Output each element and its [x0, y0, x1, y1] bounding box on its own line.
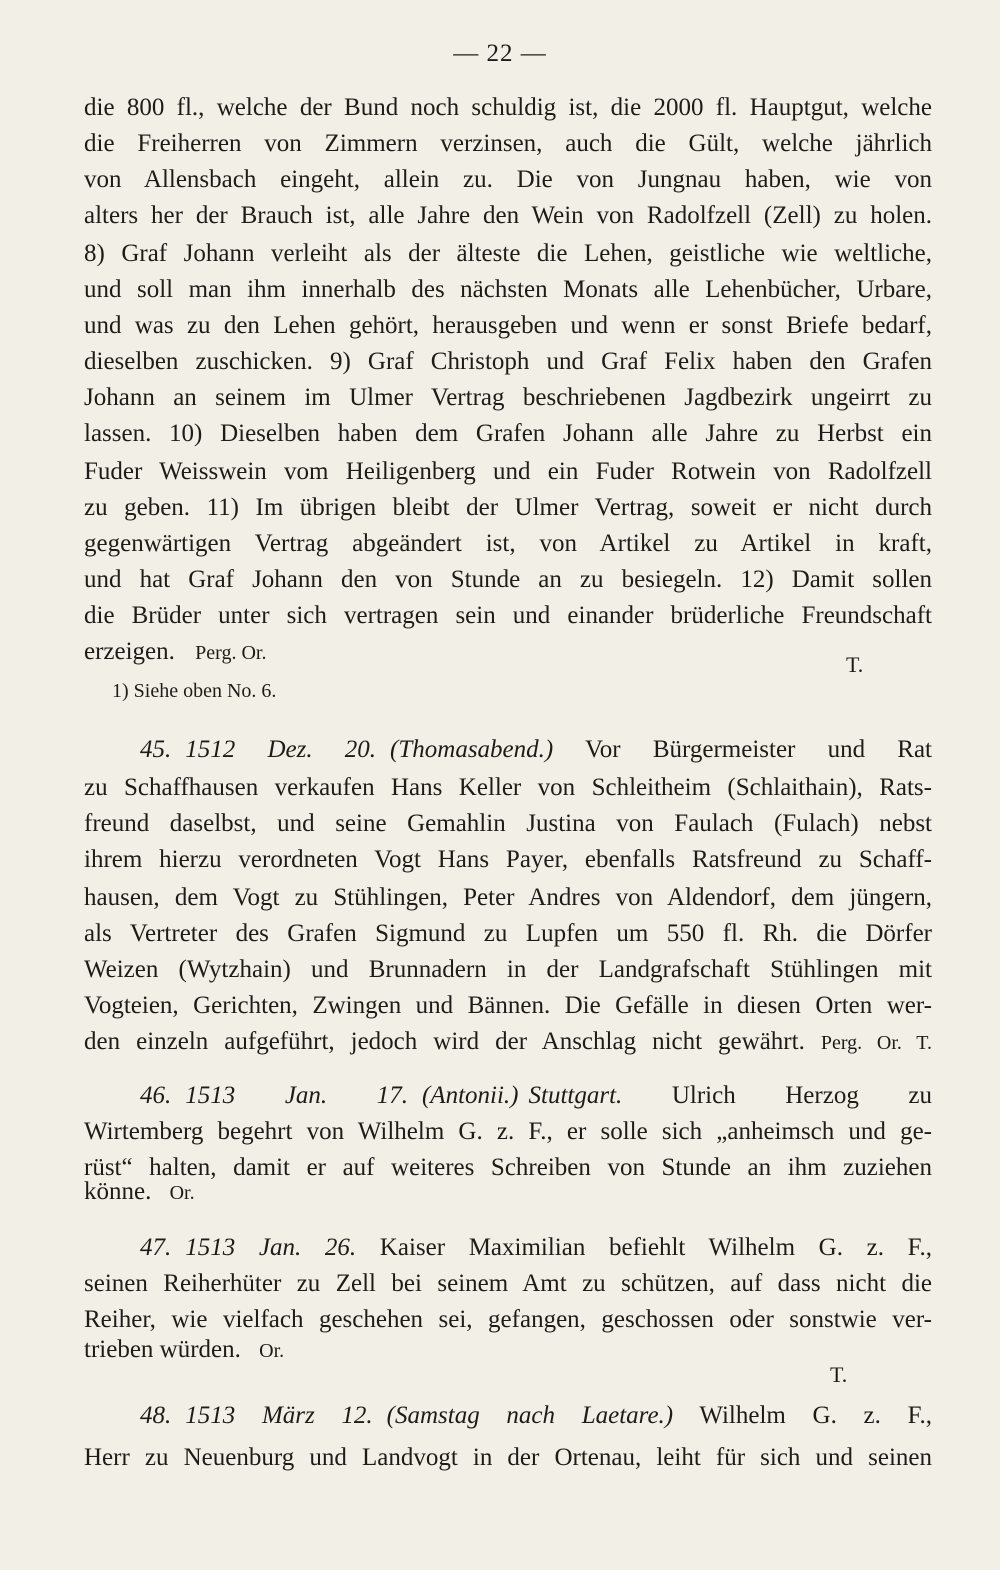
entry-heading [140, 1080, 932, 1112]
entry-feast: (Samstag nach Laetare.) [386, 1402, 674, 1429]
text-fragment: Wilhelm G. z. F., [699, 1402, 932, 1429]
entry-number: 46. [140, 1082, 172, 1109]
editor-signature: T. [830, 1362, 848, 1387]
entry-heading [140, 734, 932, 766]
entry-place: Stuttgart. [528, 1082, 623, 1109]
text-fragment: trieben würden. [84, 1336, 241, 1363]
text-line: hausen, dem Vogt zu Stühlingen, Peter Andres von Aldendorf, dem jüngern, [84, 884, 932, 911]
text-line: und hat Graf Johann den von Stunde an zu besiegeln. 12) Damit sollen [84, 566, 932, 593]
footnote: 1) Siehe oben No. 6. [112, 680, 277, 702]
text-line: die 800 fl., welche der Bund noch schuldig ist, die 2000 fl. Hauptgut, welche [84, 94, 932, 121]
text-line: seinen Reiherhüter zu Zell bei seinem Amt zu schützen, auf dass nicht die [84, 1270, 932, 1297]
text-line: freund daselbst, und seine Gemahlin Justina von Faulach (Fulach) nebst [84, 810, 932, 837]
editor-signature: T. [846, 652, 864, 677]
entry-number: 47. [140, 1234, 172, 1261]
text-line: dieselben zuschicken. 9) Graf Christoph und Graf Felix haben den Grafen [84, 348, 932, 375]
entry-date: 1513 Jan. 17. [185, 1082, 408, 1109]
text-line: Weizen (Wytzhain) und Brunnadern in der Landgrafschaft Stühlingen mit [84, 956, 932, 983]
text-line: Reiher, wie vielfach geschehen sei, gefangen, geschossen oder sonstwie ver- [84, 1306, 932, 1333]
source-note: Perg. Or. T. [820, 1032, 932, 1054]
entry-date: 1513 Jan. 26. [185, 1234, 357, 1261]
text-fragment: den einzeln aufgeführt, jedoch wird der Anschlag nicht gewährt. [84, 1028, 805, 1055]
text-line: die Freiherren von Zimmern verzinsen, auch die Gült, welche jährlich [84, 130, 932, 157]
text-line: alters her der Brauch ist, alle Jahre den Wein von Radolfzell (Zell) zu holen. [84, 202, 932, 229]
text-line: gegenwärtigen Vertrag abgeändert ist, von Artikel zu Artikel in kraft, [84, 530, 932, 557]
text-line: Fuder Weisswein vom Heiligenberg und ein Fuder Rotwein von Radolfzell [84, 458, 932, 485]
text-line: 8) Graf Johann verleiht als der älteste die Lehen, geistliche wie weltliche, [84, 240, 932, 267]
entry-feast: (Thomasabend.) [390, 736, 554, 763]
text-line: Johann an seinem im Ulmer Vertrag beschriebenen Jagdbezirk ungeirrt zu [84, 384, 932, 411]
text-fragment: Vor Bürgermeister und Rat [584, 736, 932, 763]
text-line: Herr zu Neuenburg und Landvogt in der Ortenau, leiht für sich und seinen [84, 1444, 932, 1471]
text-line [84, 1026, 932, 1059]
text-line: Wirtemberg begehrt von Wilhelm G. z. F., er solle sich „anheimsch und ge- [84, 1118, 932, 1145]
source-note: Perg. Or. [195, 642, 267, 664]
text-line: rüst“ halten, damit er auf weiteres Schreiben von Stunde an ihm zuziehen [84, 1154, 932, 1181]
text-fragment: Ulrich Herzog zu [671, 1082, 932, 1109]
text-fragment: Kaiser Maximilian befiehlt Wilhelm G. z. F., [379, 1234, 932, 1261]
text-line: von Allensbach eingeht, allein zu. Die von Jungnau haben, wie von [84, 166, 932, 193]
source-note: Or. [169, 1182, 195, 1204]
text-fragment: erzeigen. [84, 638, 175, 665]
text-line: und soll man ihm innerhalb des nächsten Monats alle Lehenbücher, Urbare, [84, 276, 932, 303]
text-line [84, 1334, 932, 1367]
text-line [84, 636, 932, 669]
entry-date: 1513 März 12. [185, 1402, 373, 1429]
text-line: als Vertreter des Grafen Sigmund zu Lupfen um 550 fl. Rh. die Dörfer [84, 920, 932, 947]
text-line: Vogteien, Gerichten, Zwingen und Bännen. Die Gefälle in diesen Orten wer- [84, 992, 932, 1019]
entry-heading [140, 1232, 932, 1264]
text-line: die Brüder unter sich vertragen sein und einander brüderliche Freundschaft [84, 602, 932, 629]
text-line [84, 1176, 932, 1209]
text-fragment: könne. [84, 1178, 152, 1205]
entry-number: 48. [140, 1402, 172, 1429]
text-line: zu Schaffhausen verkaufen Hans Keller von Schleitheim (Schlaithain), Rats- [84, 774, 932, 801]
text-line: ihrem hierzu verordneten Vogt Hans Payer, ebenfalls Ratsfreund zu Schaff- [84, 846, 932, 873]
entry-date: 1512 Dez. 20. [185, 736, 377, 763]
page-number: — 22 — [453, 40, 547, 67]
source-note: Or. [259, 1340, 285, 1362]
text-line: und was zu den Lehen gehört, herausgeben und wenn er sonst Briefe bedarf, [84, 312, 932, 339]
text-line: zu geben. 11) Im übrigen bleibt der Ulmer Vertrag, soweit er nicht durch [84, 494, 932, 521]
entry-number: 45. [140, 736, 172, 763]
entry-heading [140, 1400, 932, 1432]
entry-feast: (Antonii.) [421, 1082, 519, 1109]
text-line: lassen. 10) Dieselben haben dem Grafen Johann alle Jahre zu Herbst ein [84, 420, 932, 447]
